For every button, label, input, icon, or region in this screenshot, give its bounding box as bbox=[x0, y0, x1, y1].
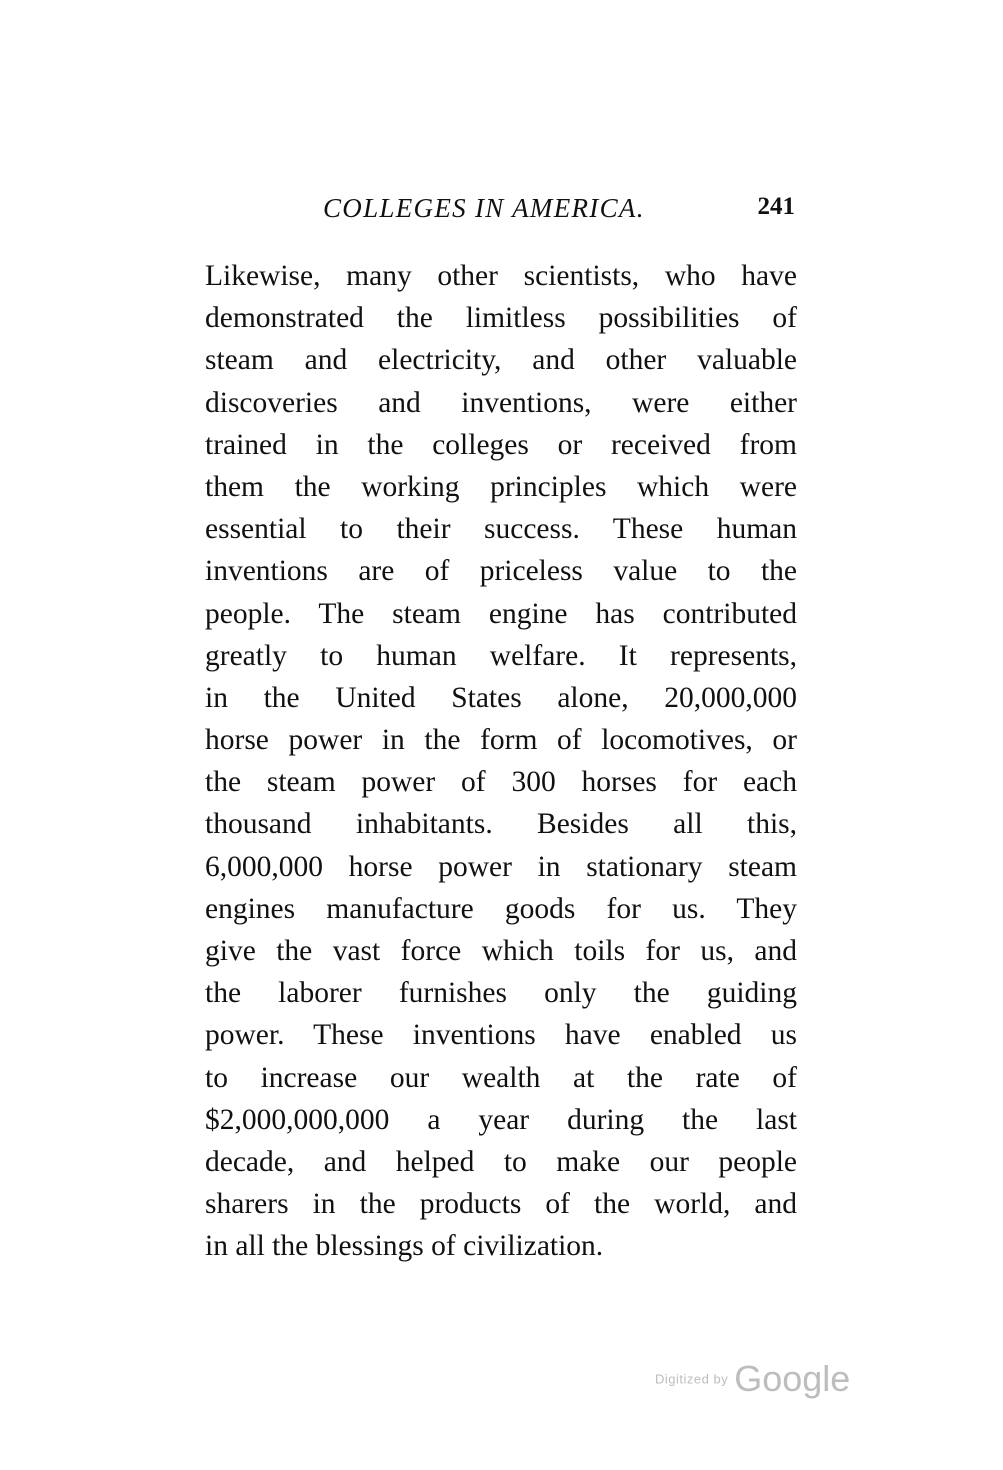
text-line: steam and electricity, and other valuable bbox=[205, 344, 797, 377]
text-line: engines manufacture goods for us. They bbox=[205, 892, 797, 925]
running-title: COLLEGES IN AMERICA. bbox=[323, 193, 645, 223]
text-line: Likewise, many other scientists, who have bbox=[205, 260, 797, 292]
text-line: 6,000,000 horse power in stationary steam bbox=[205, 850, 797, 883]
text-line: decade, and helped to make our people bbox=[205, 1145, 797, 1178]
running-head bbox=[205, 193, 797, 233]
digitized-watermark bbox=[655, 1358, 850, 1400]
text-line: thousand inhabitants. Besides all this, bbox=[205, 808, 797, 841]
text-line: the steam power of 300 horses for each bbox=[205, 766, 797, 799]
text-line: them the working principles which were bbox=[205, 470, 797, 503]
text-line: to increase our wealth at the rate of bbox=[205, 1061, 797, 1094]
text-line: $2,000,000,000 a year during the last bbox=[205, 1103, 797, 1136]
text-line: people. The steam engine has contributed bbox=[205, 597, 797, 630]
text-line: give the vast force which toils for us, and bbox=[205, 935, 797, 967]
text-line: trained in the colleges or received from bbox=[205, 428, 797, 461]
text-line: essential to their success. These human bbox=[205, 513, 797, 546]
watermark-prefix: Digitized by bbox=[655, 1371, 729, 1387]
text-line-last: in all the blessings of civilization. bbox=[205, 1230, 604, 1263]
text-line: greatly to human welfare. It represents, bbox=[205, 639, 797, 672]
page-number: 241 bbox=[757, 193, 795, 220]
text-line: inventions are of priceless value to the bbox=[205, 555, 797, 588]
body-paragraph bbox=[205, 255, 797, 1268]
text-line: sharers in the products of the world, and bbox=[205, 1188, 797, 1221]
google-logo-text: Google bbox=[734, 1358, 851, 1399]
text-line: demonstrated the limitless possibilities of bbox=[205, 302, 797, 335]
text-line: the laborer furnishes only the guiding bbox=[205, 977, 797, 1010]
text-line: power. These inventions have enabled us bbox=[205, 1019, 797, 1052]
text-line: horse power in the form of locomotives, or bbox=[205, 724, 797, 757]
text-line: discoveries and inventions, were either bbox=[205, 386, 797, 419]
text-line: in the United States alone, 20,000,000 bbox=[205, 681, 797, 714]
